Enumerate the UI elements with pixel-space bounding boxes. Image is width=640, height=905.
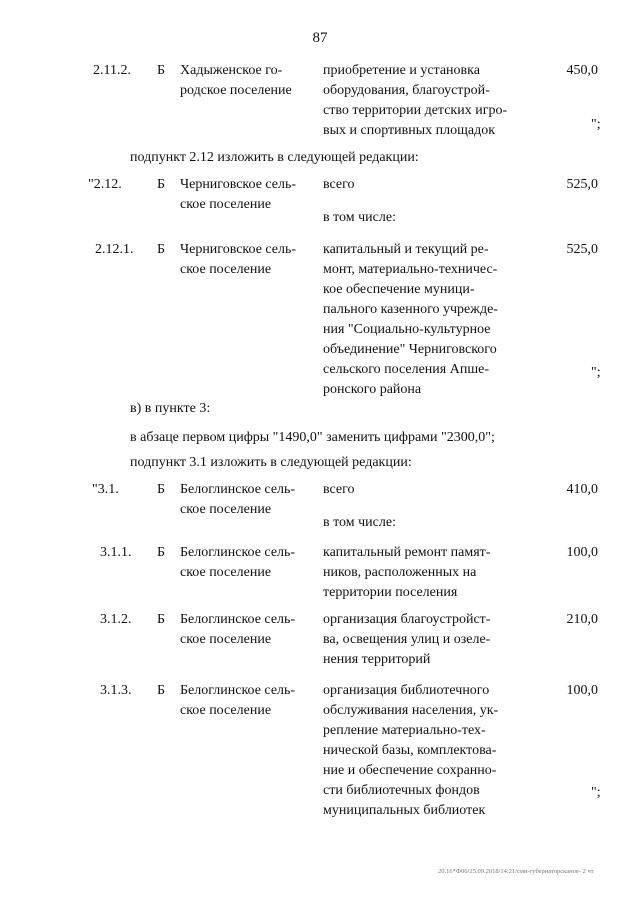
row-number: 3.1.1. xyxy=(100,545,132,560)
row-category: Б xyxy=(157,612,166,627)
row-name xyxy=(180,543,305,583)
row-description xyxy=(323,61,519,141)
row-amount: 450,0 xyxy=(566,63,598,78)
row-amount: 210,0 xyxy=(566,612,598,627)
row-number: 2.11.2. xyxy=(93,63,131,78)
desc-line: кое обеспечение муници- xyxy=(323,282,475,297)
row-category: Б xyxy=(157,63,166,78)
name-line: ское поселение xyxy=(180,703,272,718)
desc-line: организация благоустройст- xyxy=(323,612,491,627)
row-description xyxy=(323,681,519,821)
desc-line: ва, освещения улиц и озеле- xyxy=(323,632,491,647)
desc-line: нения территорий xyxy=(323,652,431,667)
desc-line: капитальный и текущий ре- xyxy=(323,242,489,257)
row-category: Б xyxy=(157,177,166,192)
name-line: ское поселение xyxy=(180,197,272,212)
desc-line: муниципальных библиотек xyxy=(323,803,486,818)
name-line: ское поселение xyxy=(180,502,272,517)
row-name xyxy=(180,61,305,101)
row-name xyxy=(180,610,305,650)
name-line: ское поселение xyxy=(180,565,272,580)
desc-line: всего xyxy=(323,177,355,192)
row-category: Б xyxy=(157,545,166,560)
desc-line: ние и обеспечение сохранно- xyxy=(323,763,497,778)
row-name xyxy=(180,480,305,520)
row-name xyxy=(180,175,305,215)
desc-line: приобретение и установка xyxy=(323,63,480,78)
row-number: 3.1.3. xyxy=(100,683,132,698)
row-number: "3.1. xyxy=(92,482,119,497)
row-description xyxy=(323,543,519,603)
instruction-paragraph: подпункт 2.12 изложить в следующей редакции: xyxy=(130,150,419,165)
desc-line: всего xyxy=(323,482,355,497)
desc-line: объединение" Черниговского xyxy=(323,342,497,357)
row-amount: 100,0 xyxy=(566,683,598,698)
desc-line: обслуживания населения, ук- xyxy=(323,703,499,718)
desc-line: монт, материально-техничес- xyxy=(323,262,498,277)
row-amount: 525,0 xyxy=(566,242,598,257)
sub-label: в том числе: xyxy=(323,210,396,225)
desc-line: территории поселения xyxy=(323,585,458,600)
footer-code: 20.16*Ф06/25.09.2018/14:21/сми-губернаторсканое- 2 чт xyxy=(438,868,594,875)
row-number: "2.12. xyxy=(88,177,122,192)
name-line: Черниговское сель- xyxy=(180,177,297,192)
row-category: Б xyxy=(157,242,166,257)
sub-label: в том числе: xyxy=(323,515,396,530)
name-line: Белоглинское сель- xyxy=(180,482,296,497)
row-description xyxy=(323,240,519,400)
row-category: Б xyxy=(157,482,166,497)
desc-line: оборудования, благоустрой- xyxy=(323,83,490,98)
name-line: Белоглинское сель- xyxy=(180,545,296,560)
row-name xyxy=(180,681,305,721)
name-line: Белоглинское сель- xyxy=(180,683,296,698)
desc-line: сти библиотечных фондов xyxy=(323,783,480,798)
instruction-paragraph: в абзаце первом цифры "1490,0" заменить цифрами "2300,0"; xyxy=(130,430,495,445)
desc-line: ников, расположенных на xyxy=(323,565,477,580)
desc-line: организация библиотечного xyxy=(323,683,490,698)
desc-line: ство территории детских игро- xyxy=(323,103,508,118)
desc-line: капитальный ремонт памят- xyxy=(323,545,491,560)
row-name xyxy=(180,240,305,280)
desc-line: ния "Социально-культурное xyxy=(323,322,491,337)
desc-line: вых и спортивных площадок xyxy=(323,123,496,138)
instruction-paragraph: в) в пункте 3: xyxy=(130,401,211,416)
closing-quote: "; xyxy=(591,117,601,132)
row-category: Б xyxy=(157,683,166,698)
name-line: ское поселение xyxy=(180,632,272,647)
page-number: 87 xyxy=(312,30,328,46)
name-line: Черниговское сель- xyxy=(180,242,297,257)
desc-line: пального казенного учрежде- xyxy=(323,302,498,317)
row-number: 3.1.2. xyxy=(100,612,132,627)
instruction-paragraph: подпункт 3.1 изложить в следующей редакции: xyxy=(130,455,412,470)
desc-line: репление материально-тех- xyxy=(323,723,486,738)
closing-quote: "; xyxy=(591,785,601,800)
desc-line: нической базы, комплектова- xyxy=(323,743,497,758)
name-line: родское поселение xyxy=(180,83,292,98)
row-amount: 410,0 xyxy=(566,482,598,497)
row-amount: 100,0 xyxy=(566,545,598,560)
desc-line: сельского поселения Апше- xyxy=(323,362,489,377)
name-line: Белоглинское сель- xyxy=(180,612,296,627)
row-description xyxy=(323,610,519,670)
desc-line: ронского района xyxy=(323,382,422,397)
row-amount: 525,0 xyxy=(566,177,598,192)
closing-quote: "; xyxy=(591,365,601,380)
row-number: 2.12.1. xyxy=(95,242,134,257)
name-line: ское поселение xyxy=(180,262,272,277)
name-line: Хадыженское го- xyxy=(180,63,283,78)
row-description xyxy=(323,480,519,500)
row-description xyxy=(323,175,519,195)
